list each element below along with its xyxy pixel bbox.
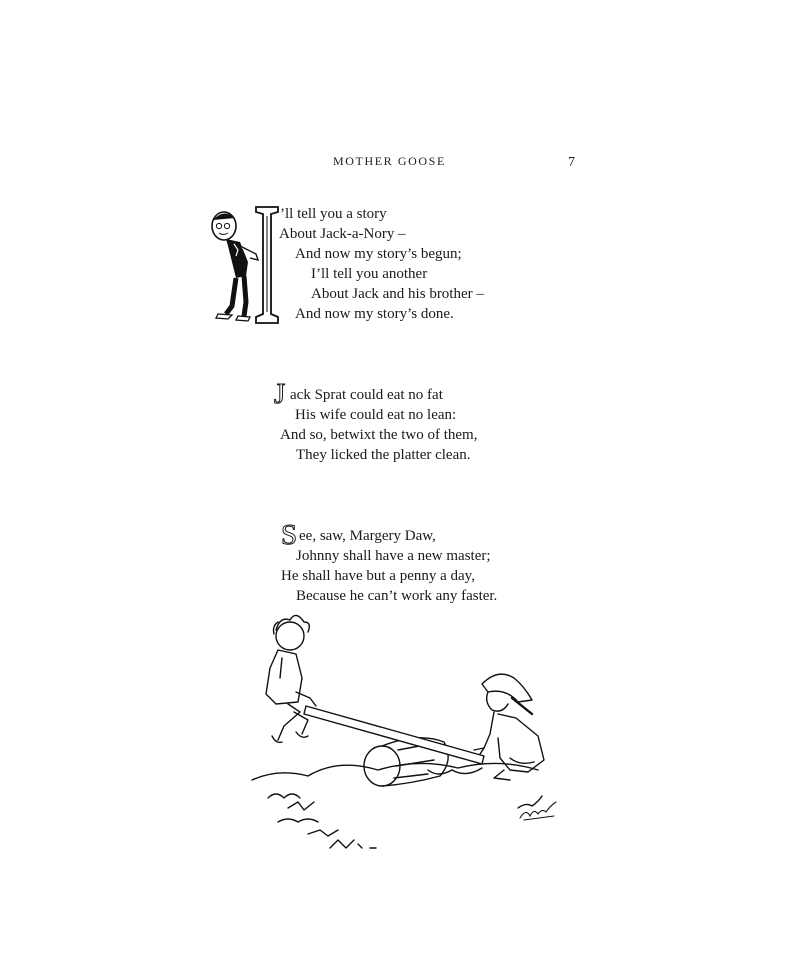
poem-line: And now my story’s begun;	[295, 246, 462, 262]
poem-line: And now my story’s done.	[295, 306, 454, 322]
drop-cap-s: S	[281, 519, 298, 551]
poem-line: ack Sprat could eat no fat	[290, 387, 443, 403]
drop-cap-i	[254, 204, 280, 326]
poem-line: He shall have but a penny a day,	[281, 568, 475, 584]
poem-line: ’ll tell you a story	[280, 206, 387, 222]
poem-line: Johnny shall have a new master;	[296, 548, 491, 564]
drop-cap-j: J	[274, 378, 286, 410]
poem-line: And so, betwixt the two of them,	[280, 427, 478, 443]
poem-line: About Jack-a-Nory –	[279, 226, 406, 242]
poem-line: About Jack and his brother –	[311, 286, 484, 302]
running-head: MOTHER GOOSE	[333, 154, 446, 168]
poem-line: They licked the platter clean.	[296, 447, 471, 463]
poem-line: His wife could eat no lean:	[295, 407, 457, 423]
poem-line: I’ll tell you another	[311, 266, 428, 282]
page-number: 7	[568, 155, 575, 170]
poem-line: ee, saw, Margery Daw,	[299, 528, 436, 544]
artist-signature-icon	[518, 800, 558, 822]
poem-line: Because he can’t work any faster.	[296, 588, 498, 604]
